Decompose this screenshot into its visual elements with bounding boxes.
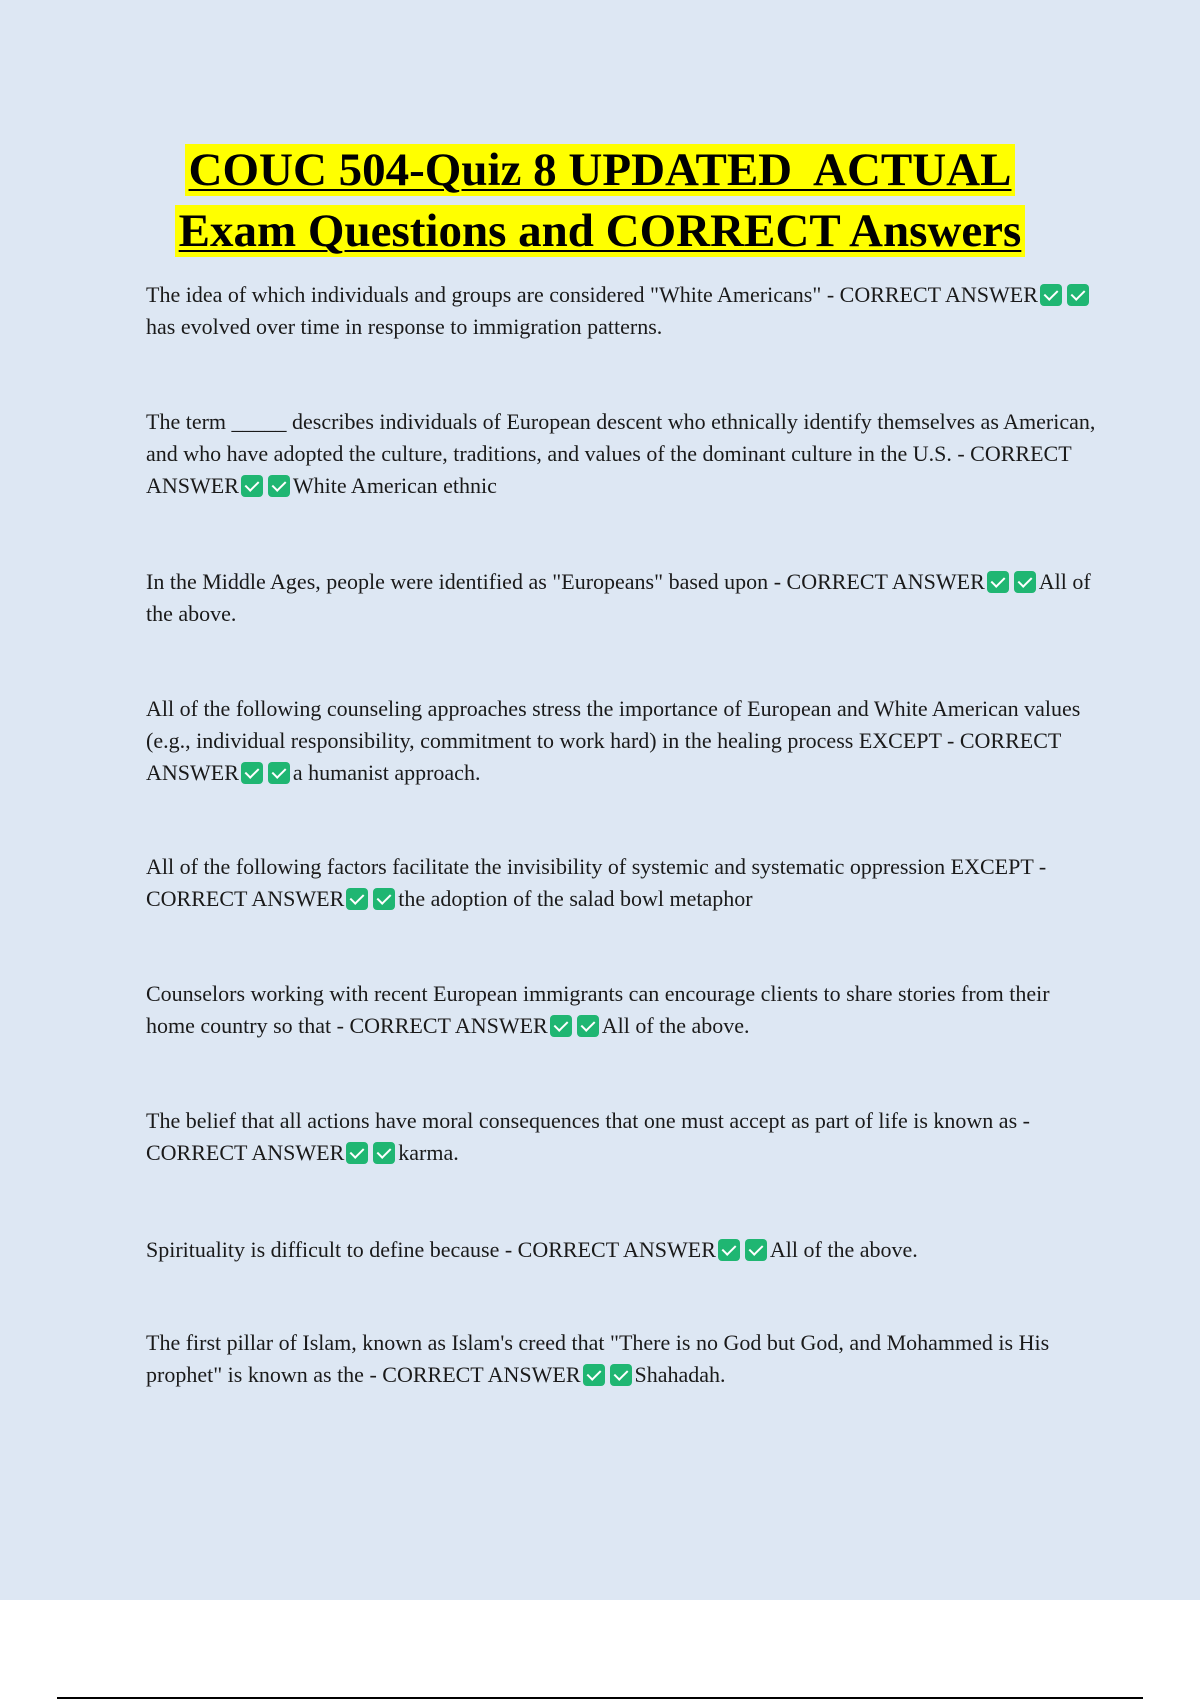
check-box-icon [550, 1015, 572, 1037]
document-title [0, 140, 1200, 262]
qa-item [146, 1105, 1096, 1169]
check-box-icon [610, 1364, 632, 1386]
title-line-2: Exam Questions and CORRECT Answers [175, 205, 1026, 257]
question-text: In the Middle Ages, people were identified as "Europeans" based upon [146, 569, 769, 594]
question-text: The belief that all actions have moral consequences that one must accept as part of life is known as [146, 1108, 1018, 1133]
check-box-icon [268, 762, 290, 784]
question-text: The term _____ describes individuals of European descent who ethnically identify themselves as American, and who have adopted the culture, traditions, and values of the dominant culture in the U.S. [146, 409, 1096, 466]
qa-item [146, 566, 1096, 630]
answer-text: has evolved over time in response to immigration patterns. [146, 314, 663, 339]
check-box-icon [268, 475, 290, 497]
qa-item [146, 693, 1096, 789]
check-box-icon [718, 1239, 740, 1261]
answer-label: - CORRECT ANSWER [146, 854, 1047, 911]
answer-label: - CORRECT ANSWER [336, 1013, 548, 1038]
check-box-icon [987, 571, 1009, 593]
answer-label: - CORRECT ANSWER [773, 569, 985, 594]
check-box-icon [1067, 284, 1089, 306]
check-box-icon [346, 1142, 368, 1164]
question-text: All of the following factors facilitate the invisibility of systemic and systematic oppression EXCEPT [146, 854, 1034, 879]
answer-label: - CORRECT ANSWER [504, 1237, 716, 1262]
qa-item [146, 279, 1096, 343]
answer-text: All of the above. [769, 1237, 918, 1262]
check-box-icon [583, 1364, 605, 1386]
answer-label: - CORRECT ANSWER [146, 1108, 1030, 1165]
answer-text: a humanist approach. [292, 760, 481, 785]
footer-rule [57, 1697, 1143, 1699]
question-text: The first pillar of Islam, known as Islam's creed that "There is no God but God, and Mohammed is His prophet" is known as the [146, 1330, 1050, 1387]
qa-item [146, 1327, 1096, 1391]
question-text: Counselors working with recent European immigrants can encourage clients to share stories from their home country so that [146, 981, 1050, 1038]
answer-text: White American ethnic [292, 473, 497, 498]
qa-item [146, 1234, 1096, 1266]
answer-text: All of the above. [601, 1013, 750, 1038]
answer-text: All of the above. [146, 569, 1091, 626]
check-box-icon [373, 888, 395, 910]
qa-item [146, 978, 1096, 1042]
answer-label: - CORRECT ANSWER [146, 441, 1072, 498]
check-box-icon [373, 1142, 395, 1164]
check-box-icon [745, 1239, 767, 1261]
answer-text: the adoption of the salad bowl metaphor [398, 886, 753, 911]
check-box-icon [241, 475, 263, 497]
answer-label: - CORRECT ANSWER [146, 728, 1061, 785]
answer-label: - CORRECT ANSWER [826, 282, 1038, 307]
question-text: All of the following counseling approaches stress the importance of European and White American values (e.g., individual responsibility, commitment to work hard) in the healing process EXCEPT [146, 696, 1081, 753]
check-box-icon [346, 888, 368, 910]
check-box-icon [1040, 284, 1062, 306]
question-text: The idea of which individuals and groups are considered "White Americans" [146, 282, 822, 307]
qa-item [146, 406, 1096, 502]
qa-item [146, 851, 1096, 915]
check-box-icon [1014, 571, 1036, 593]
check-box-icon [577, 1015, 599, 1037]
check-box-icon [241, 762, 263, 784]
title-line-1: COUC 504-Quiz 8 UPDATED ACTUAL [185, 144, 1016, 196]
answer-text: karma. [398, 1140, 459, 1165]
answer-label: - CORRECT ANSWER [369, 1362, 581, 1387]
answer-text: Shahadah. [634, 1362, 726, 1387]
question-text: Spirituality is difficult to define because [146, 1237, 500, 1262]
